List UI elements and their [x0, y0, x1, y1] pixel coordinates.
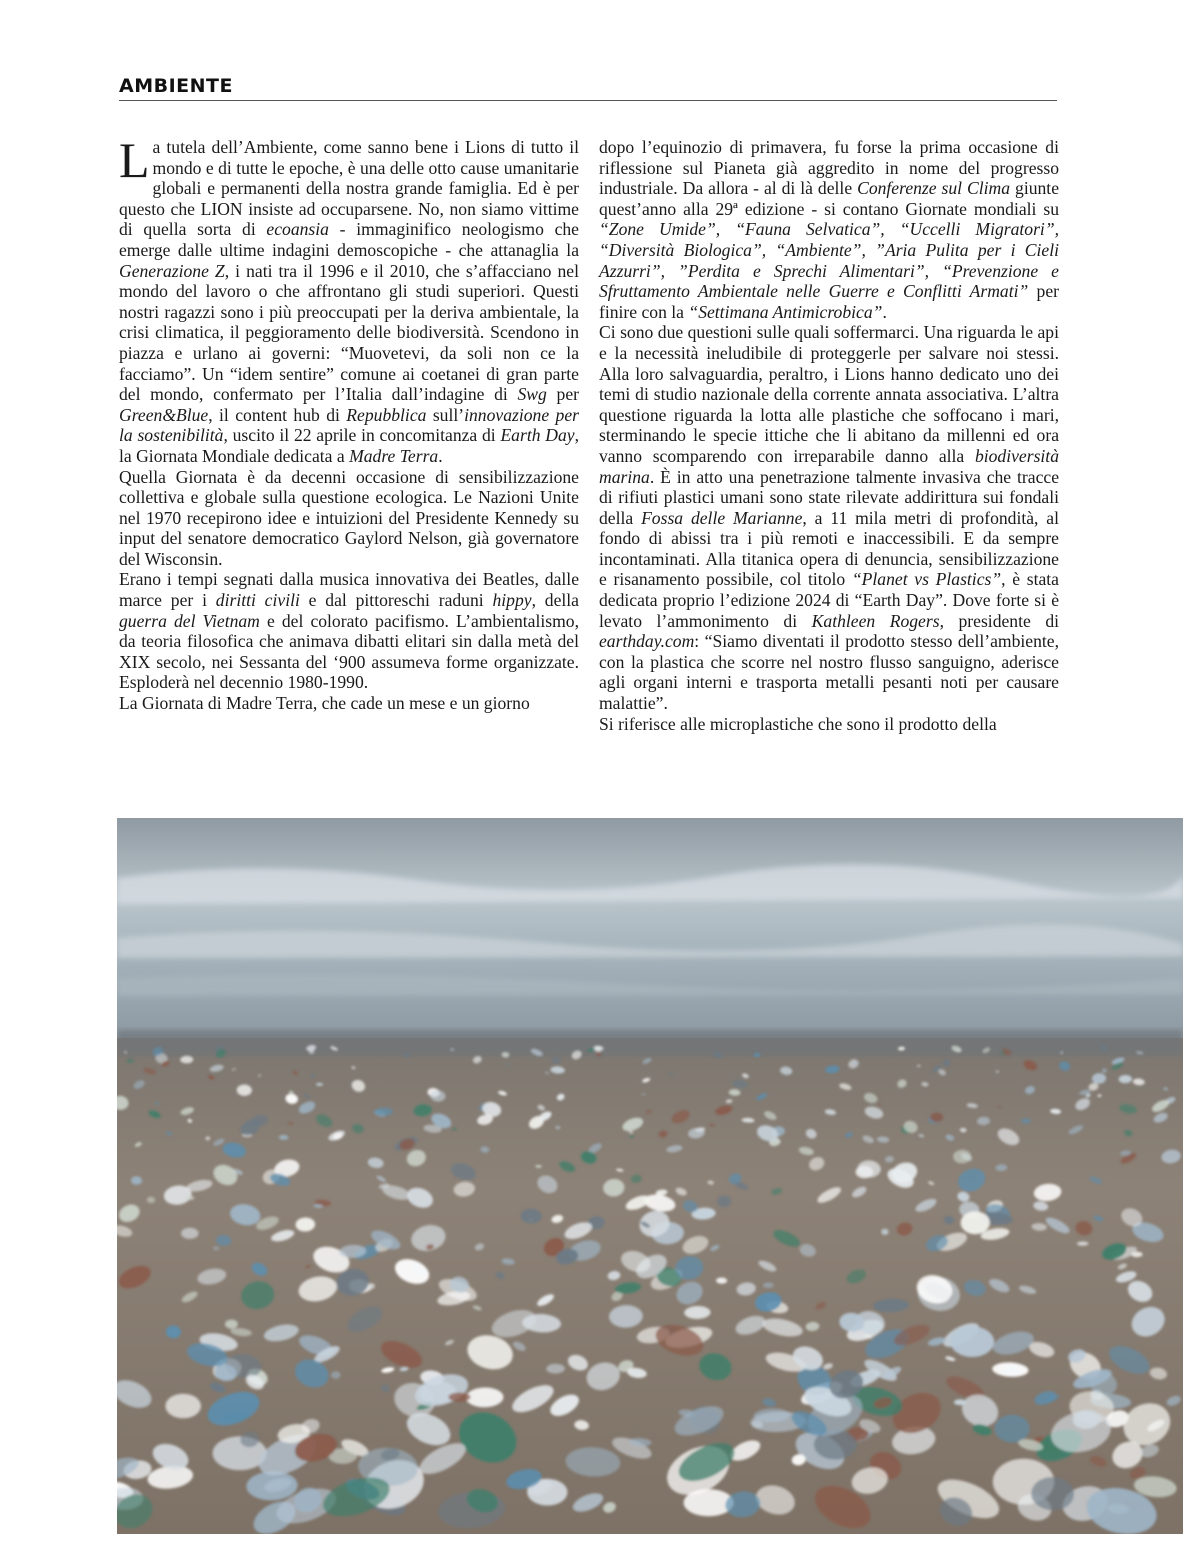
text-run: , presidente di [939, 610, 1060, 631]
text-run: per [546, 384, 579, 405]
text-run: Si riferisce alle microplastiche che sono il prodotto della [599, 713, 997, 734]
drop-cap: L [119, 132, 150, 188]
text-run: , a 11 mila metri di profondità, al fondo di abissi tra i più remoti e inaccessibili. E da sempre incontaminati. Alla titanica opera di denuncia, sensibilizzazione e risanamento possibile, col titolo [599, 507, 1059, 590]
article-column-left [119, 132, 580, 714]
article-paragraph [599, 137, 1059, 322]
article-paragraph [119, 132, 580, 467]
text-run: a tutela dell’Ambiente, come sanno bene i Lions di tutto il mondo e di tutte le epoche, è una delle otto cause umanitarie globali e permanenti della nostra grande famiglia. Ed è per questo che LION insiste ad occuparsene. No, non siamo vittime di quella sorta di [119, 137, 579, 240]
text-run: . [438, 445, 443, 466]
article-paragraph [599, 714, 1059, 735]
text-run: , è stata dedicata proprio l’edizione 2024 di “Earth Day”. Dove forte si è levato l’ammonimento di [599, 569, 1059, 631]
italic-text: Kathleen Rogers [811, 610, 940, 631]
header-rule [119, 100, 1057, 101]
text-run: sull’ [426, 404, 465, 425]
text-run: La Giornata di Madre Terra, che cade un mese e un giorno [119, 693, 530, 714]
text-run: dopo l’equinozio di primavera, fu forse la prima occasione di riflessione sul Pianeta già aggredito in nome del progresso industriale. Da allora - al di là delle [599, 137, 1059, 199]
plastic-debris [950, 1326, 994, 1357]
italic-text: innovazione per la sostenibilità [119, 404, 580, 446]
text-run: , i nati tra il 1996 e il 2010, che s’affacciano nel mondo del lavoro o che affrontano gli studi superiori. Questi nostri ragazzi sono i più preoccupati per la deriva ambientale, la crisi climatica, il peggioramento delle biodiversità. Scendono in piazza e urlano ai governi: “Muovetevi, da soli non ce la facciamo”. Un “idem sentire” comune ai coetanei di gran parte del mondo, confermato per l’Italia dall’indagine di [119, 260, 579, 405]
italic-text: Conferenze sul Clima [857, 178, 1011, 199]
article-paragraph [119, 693, 579, 714]
italic-text: biodiversità marina [599, 445, 1059, 487]
italic-text: diritti civili [215, 590, 300, 611]
text-run: per finire con la [599, 281, 1059, 322]
plastic-debris [995, 1415, 1030, 1443]
section-title: AMBIENTE [119, 75, 233, 97]
text-run: Erano i tempi segnati dalla musica innovativa dei Beatles, dalle marce per i [119, 569, 579, 611]
text-run: giunte quest’anno alla 29ª edizione - si contano Giornate mondiali su [599, 178, 1060, 219]
beach-plastic-photo [117, 818, 1183, 1534]
italic-text: “Planet vs Plastics” [851, 569, 1002, 590]
italic-text: Earth Day [500, 425, 575, 446]
plastic-debris [181, 1228, 199, 1239]
article-paragraph [119, 467, 579, 570]
plastic-debris [961, 1211, 990, 1234]
text-run: , la Giornata Mondiale dedicata a [119, 425, 579, 466]
italic-text: Swg [517, 384, 547, 405]
italic-text: earthday.com [599, 631, 695, 652]
italic-text: “Settimana Antimicrobica” [688, 301, 883, 322]
text-run: e del colorato pacifismo. L’ambientalismo, da teoria filosofica che animava dibatti elitari sin dalla metà del XIX secolo, nei Sessanta del ‘900 assumeva forme organizzate. Esploderà nel decennio 1980-1990. [119, 610, 579, 693]
text-run: - immaginifico neologismo che emerge dalle ultime indagini demoscopiche - che attanaglia la [119, 219, 579, 260]
italic-text: “Zone Umide”, “Fauna Selvatica”, “Uccelli Migratori”, “Diversità Biologica”, “Ambiente”, ”Aria Pulita per i Cieli Azzurri”, ”Perdita e Sprechi Alimentari”, “Prevenzione e Sfruttamento Ambientale nelle Guerre e Conflitti Armati” [599, 219, 1059, 302]
italic-text: Repubblica [346, 404, 427, 425]
text-run: Ci sono due questioni sulle quali soffermarci. Una riguarda le api e la necessità ineludibile di proteggerle per salvare noi stessi. Alla loro salvaguardia, peraltro, i Lions hanno dedicato uno dei temi di studio nazionale della corrente annata associativa. L’altra questione riguarda la lotta alle plastiche che soffocano i mari, sterminando le specie ittiche che li abitano da millenni ed ora vanno scomparendo con irreparabile danno alla [599, 322, 1059, 466]
text-run: , il content hub di [208, 404, 347, 425]
article-paragraph [599, 322, 1059, 713]
italic-text: Green&Blue [119, 404, 209, 425]
text-run: . È in atto una penetrazione talmente invasiva che tracce di rifiuti plastici umani sono state rilevate addirittura sui fondali della [599, 466, 1059, 528]
article-column-right [599, 137, 1059, 734]
plastic-debris [448, 1393, 470, 1402]
plastic-debris [930, 1113, 943, 1122]
italic-text: Fossa delle Marianne [641, 507, 803, 528]
plastic-debris [165, 1394, 201, 1419]
article-paragraph [119, 569, 579, 693]
text-run: . [882, 301, 887, 322]
text-run: , uscito il 22 aprile in concomitanza di [223, 425, 501, 446]
italic-text: hippy [492, 590, 532, 611]
text-run: , della [531, 590, 579, 611]
section-header [119, 74, 1057, 101]
plastic-debris [954, 1399, 966, 1405]
italic-text: Madre Terra [349, 445, 439, 466]
text-run: : “Siamo diventati il prodotto stesso dell’ambiente, con la plastica che scorre nel nostro flusso sanguigno, aderisce agli organi interni e trasporta metalli pesanti noti per causare malattie”. [599, 631, 1059, 714]
text-run: Quella Giornata è da decenni occasione di sensibilizzazione collettiva e globale sulla questione ecologica. Le Nazioni Unite nel 1970 recepirono idee e intuizioni del Presidente Kennedy su input del senatore democratico Gaylord Nelson, già governatore del Wisconsin. [119, 466, 579, 569]
text-run: e dal pittoreschi raduni [299, 590, 493, 611]
italic-text: guerra del Vietnam [119, 610, 260, 631]
italic-text: ecoansia [266, 219, 329, 240]
italic-text: Generazione Z [119, 260, 225, 281]
